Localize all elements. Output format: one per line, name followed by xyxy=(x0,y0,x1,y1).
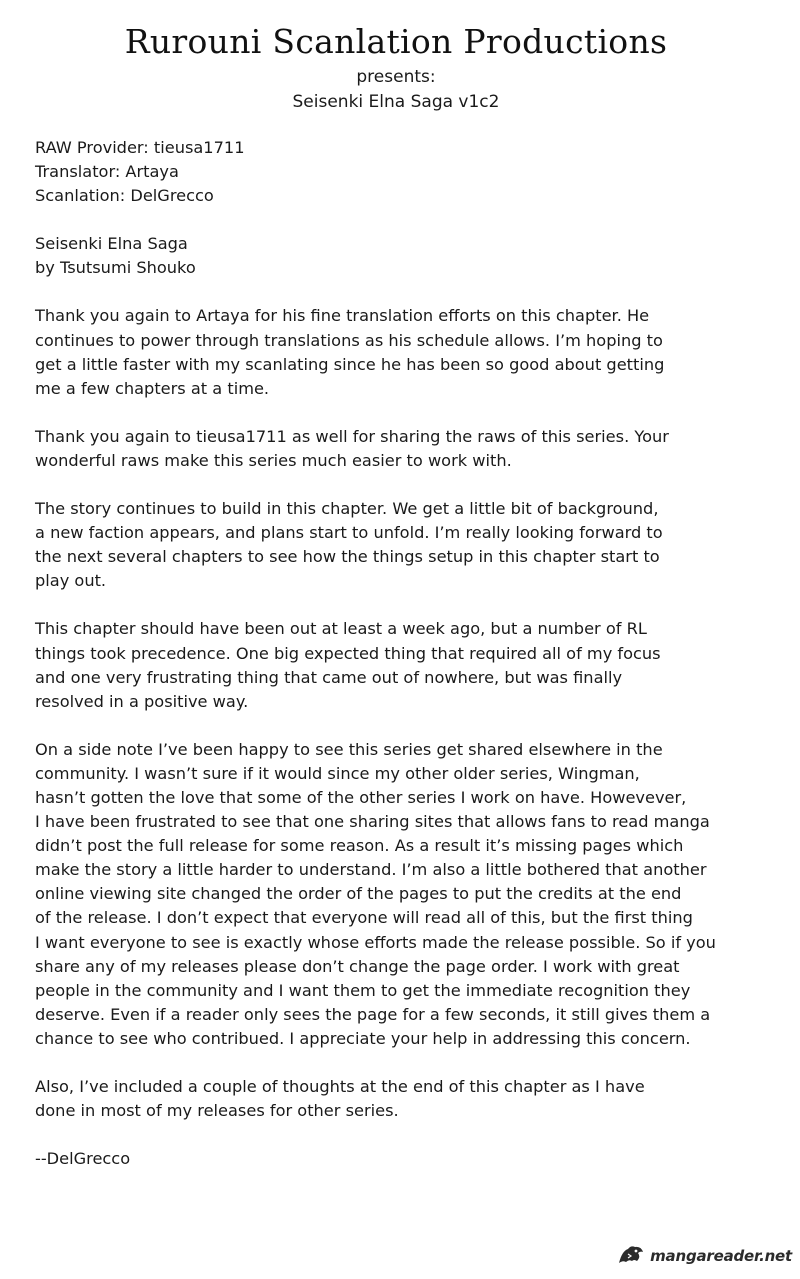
watermark-text: mangareader.net xyxy=(650,1247,792,1265)
chapter-subtitle: Seisenki Elna Saga v1c2 xyxy=(292,92,500,112)
paragraph-4 xyxy=(35,617,715,713)
credit-translator: Translator: Artaya xyxy=(35,162,179,182)
paragraph-line: Thank you again to tieusa1711 as well for sharing the raws of this series. Your xyxy=(35,426,669,446)
paragraph-line: online viewing site changed the order of the pages to put the credits at the end xyxy=(35,884,682,904)
paragraph-line: Thank you again to Artaya for his fine translation efforts on this chapter. He xyxy=(35,306,650,326)
credit-scanlation: Scanlation: DelGrecco xyxy=(35,186,214,206)
paragraph-line: things took precedence. One big expected thing that required all of my focus xyxy=(35,643,661,663)
presents-line: presents: xyxy=(356,67,436,87)
paragraph-line: done in most of my releases for other series. xyxy=(35,1101,399,1121)
paragraph-line: make the story a little harder to understand. I’m also a little bothered that another xyxy=(35,860,707,880)
paragraph-line: The story continues to build in this chapter. We get a little bit of background, xyxy=(35,499,659,519)
paragraph-line: of the release. I don’t expect that everyone will read all of this, but the first thing xyxy=(35,908,693,928)
series-author: by Tsutsumi Shouko xyxy=(35,258,196,278)
paragraph-line: wonderful raws make this series much easier to work with. xyxy=(35,450,512,470)
paragraph-line: Also, I’ve included a couple of thoughts at the end of this chapter as I have xyxy=(35,1077,645,1096)
paragraph-line: I want everyone to see is exactly whose efforts made the release possible. So if you xyxy=(35,932,716,952)
paragraph-5 xyxy=(35,738,715,1051)
paragraph-line: share any of my releases please don’t change the page order. I work with great xyxy=(35,956,680,976)
watermark xyxy=(616,1241,792,1271)
paragraph-line: chance to see who contribued. I appreciate your help in addressing this concern. xyxy=(35,1028,691,1048)
document-body xyxy=(35,136,715,1195)
paragraph-line: community. I wasn’t sure if it would since my other older series, Wingman, xyxy=(35,763,640,783)
paragraph-line: a new faction appears, and plans start to unfold. I’m really looking forward to xyxy=(35,523,663,543)
signature: --DelGrecco xyxy=(35,1149,131,1169)
paragraph-line: people in the community and I want them to get the immediate recognition they xyxy=(35,980,691,1000)
paragraph-line: me a few chapters at a time. xyxy=(35,378,270,398)
paragraph-line: didn’t post the full release for some reason. As a result it’s missing pages which xyxy=(35,836,684,856)
series-block xyxy=(35,232,715,280)
paragraph-3 xyxy=(35,497,715,593)
credit-raw-provider: RAW Provider: tieusa1711 xyxy=(35,138,245,157)
paragraph-line: get a little faster with my scanlating since he has been so good about getting xyxy=(35,354,665,374)
paragraph-line: play out. xyxy=(35,571,107,591)
paragraph-line: This chapter should have been out at least a week ago, but a number of RL xyxy=(35,619,647,639)
paragraph-2 xyxy=(35,425,715,473)
paragraph-line: the next several chapters to see how the things setup in this chapter start to xyxy=(35,547,660,567)
page-title: Rurouni Scanlation Productions xyxy=(124,22,668,61)
paragraph-line: deserve. Even if a reader only sees the page for a few seconds, it still gives them a xyxy=(35,1004,711,1024)
paragraph-6 xyxy=(35,1075,715,1123)
paragraph-line: resolved in a positive way. xyxy=(35,691,249,711)
paragraph-line: On a side note I’ve been happy to see this series get shared elsewhere in the xyxy=(35,739,663,759)
signature-block xyxy=(35,1147,715,1171)
paragraph-line: I have been frustrated to see that one sharing sites that allows fans to read manga xyxy=(35,812,710,832)
mangareader-logo-icon xyxy=(616,1241,646,1271)
paragraph-line: and one very frustrating thing that came out of nowhere, but was finally xyxy=(35,667,623,687)
credits-block xyxy=(35,136,715,208)
paragraph-line: hasn’t gotten the love that some of the other series I work on have. Howevever, xyxy=(35,787,687,807)
paragraph-line: continues to power through translations as his schedule allows. I’m hoping to xyxy=(35,330,663,350)
series-title: Seisenki Elna Saga xyxy=(35,234,188,254)
paragraph-1 xyxy=(35,304,715,400)
